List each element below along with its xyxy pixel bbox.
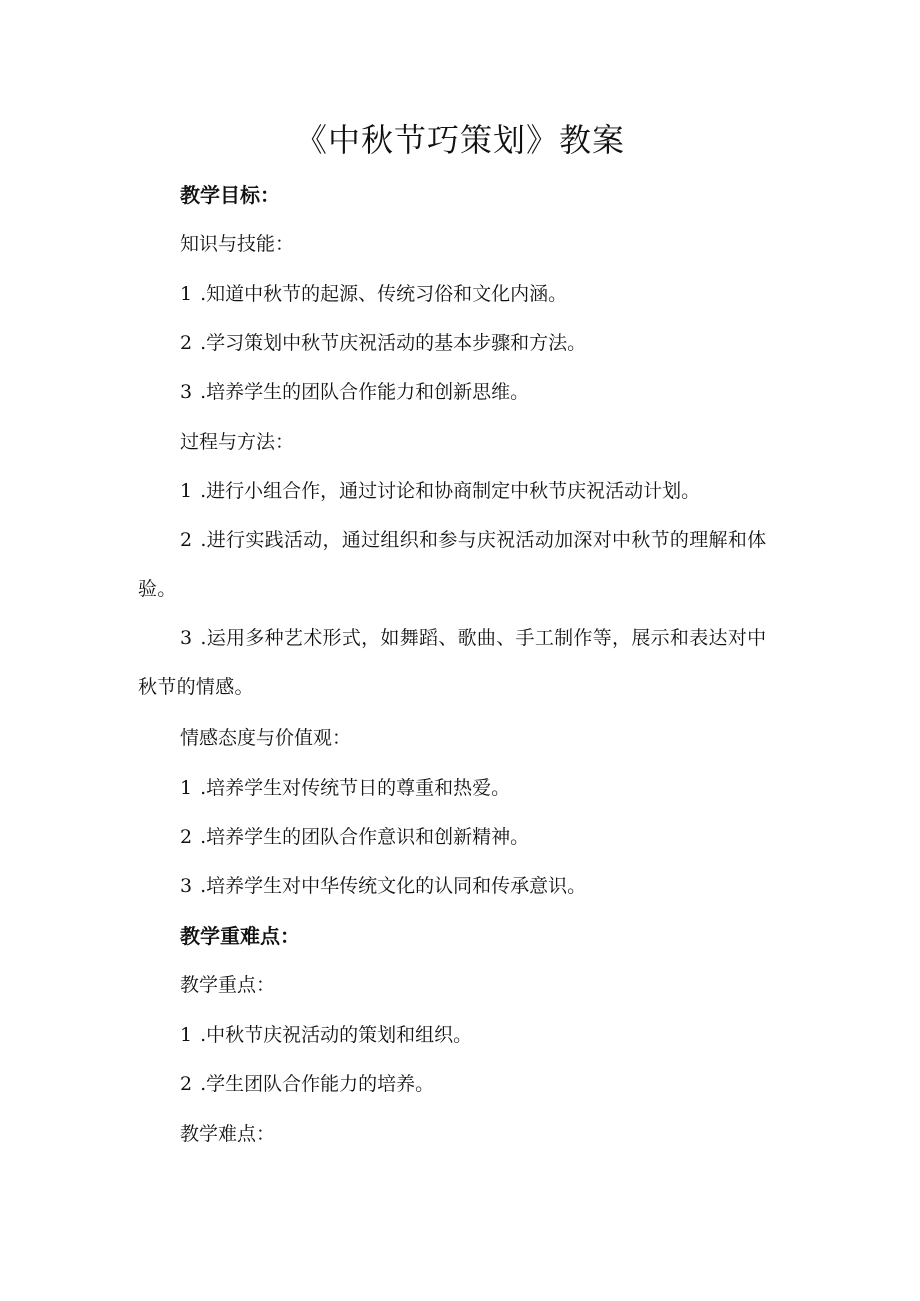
item-number: 3 <box>180 627 193 649</box>
list-item <box>180 871 586 901</box>
item-text: .学习策划中秋节庆祝活动的基本步骤和方法。 <box>200 332 587 354</box>
list-item <box>180 377 529 407</box>
item-number: 3 <box>180 875 193 897</box>
list-item <box>180 822 529 852</box>
list-item <box>180 279 567 309</box>
item-text: .进行小组合作，通过讨论和协商制定中秋节庆祝活动计划。 <box>200 480 701 502</box>
item-number: 2 <box>180 332 193 354</box>
item-text: .知道中秋节的起源、传统习俗和文化内涵。 <box>200 283 568 305</box>
heading-objectives: 教学目标： <box>180 183 280 207</box>
item-number: 3 <box>180 381 193 403</box>
item-number: 2 <box>180 1073 193 1095</box>
item-text: .培养学生的团队合作意识和创新精神。 <box>200 826 530 848</box>
item-text: .学生团队合作能力的培养。 <box>200 1073 435 1095</box>
item-text: .培养学生对中华传统文化的认同和传承意识。 <box>200 875 587 897</box>
list-item-wrapped <box>138 614 778 712</box>
item-number: 1 <box>180 1024 193 1046</box>
list-item <box>180 476 700 506</box>
item-number: 1 <box>180 777 193 799</box>
item-text: .培养学生对传统节日的尊重和热爱。 <box>200 777 511 799</box>
subheading-process: 过程与方法： <box>180 431 295 453</box>
item-text: .培养学生的团队合作能力和创新思维。 <box>200 381 530 403</box>
subheading-knowledge: 知识与技能： <box>180 233 295 255</box>
item-text: .进行实践活动，通过组织和参与庆祝活动加深对中秋节的理解和体验。 <box>138 529 767 600</box>
list-item <box>180 1020 472 1050</box>
item-number: 2 <box>180 826 193 848</box>
item-text: .中秋节庆祝活动的策划和组织。 <box>200 1024 473 1046</box>
item-number: 2 <box>180 529 193 551</box>
item-number: 1 <box>180 283 193 305</box>
list-item <box>180 773 510 803</box>
subheading-hard: 教学难点： <box>180 1123 276 1145</box>
list-item <box>180 328 586 358</box>
document-title: 《中秋节巧策划》教案 <box>294 121 625 159</box>
list-item <box>180 1069 434 1099</box>
item-text: .运用多种艺术形式，如舞蹈、歌曲、手工制作等，展示和表达对中秋节的情感。 <box>138 627 767 698</box>
heading-difficulty: 教学重难点： <box>180 924 300 948</box>
subheading-emotion: 情感态度与价值观： <box>180 727 352 749</box>
item-number: 1 <box>180 480 193 502</box>
subheading-key: 教学重点： <box>180 974 276 996</box>
list-item-wrapped <box>138 516 778 614</box>
